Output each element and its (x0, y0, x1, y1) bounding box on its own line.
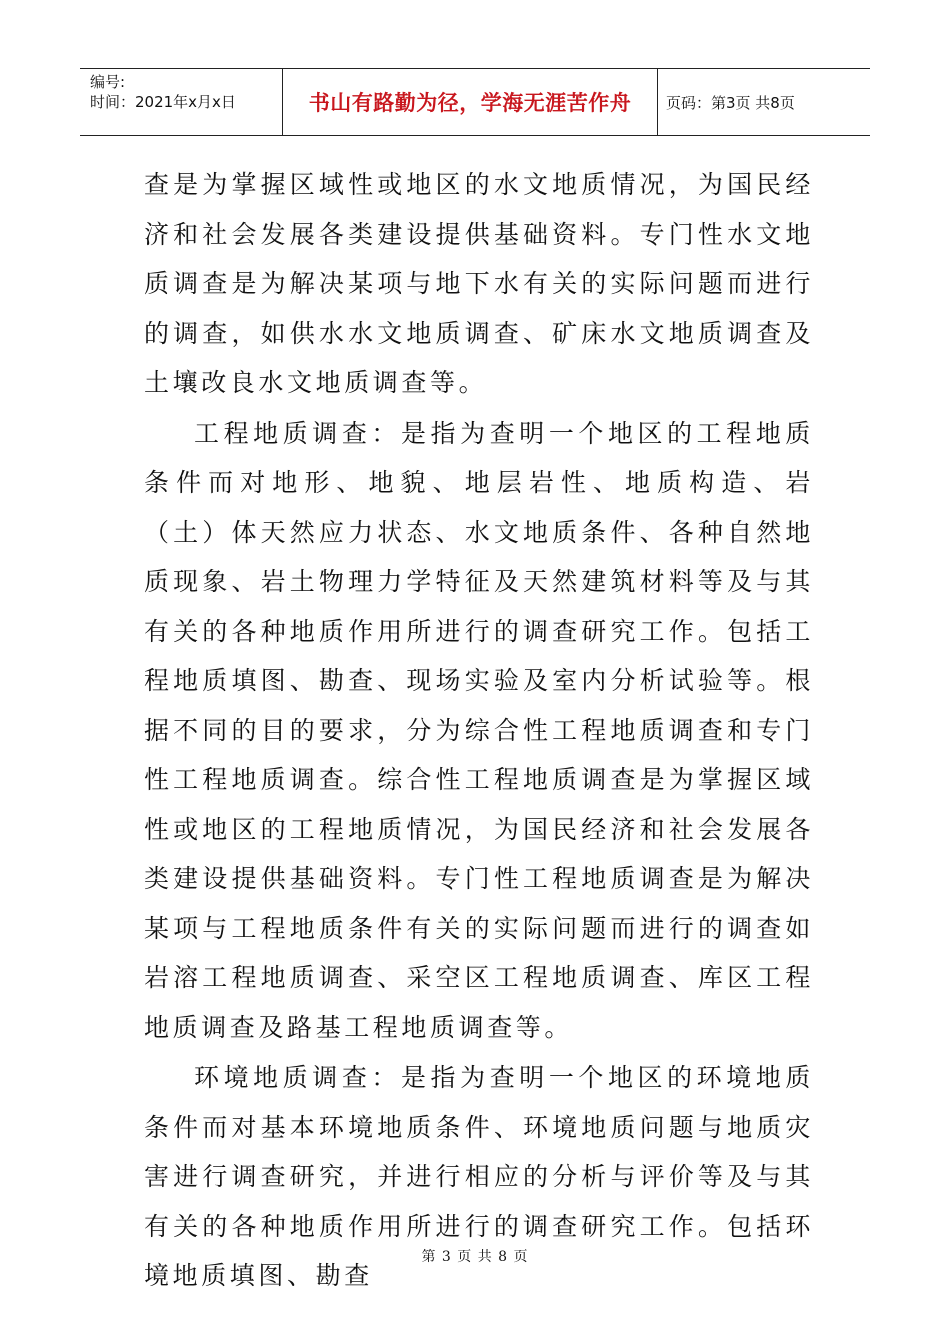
date-label: 时间：2021年x月x日 (90, 93, 236, 111)
document-body (144, 160, 814, 1301)
page-header (80, 68, 870, 136)
code-label: 编号: (90, 73, 126, 91)
paragraph-environmental-geology: 环境地质调查：是指为查明一个地区的环境地质条件而对基本环境地质条件、环境地质问题与地质灾害进行调查研究，并进行相应的分析与评价等及与其有关的各种地质作用所进行的调查研究工作。包括环境地质填图、勘查 (144, 1063, 814, 1290)
header-meta (80, 69, 283, 135)
header-page-info: 页码：第3页 共8页 (666, 93, 795, 112)
paragraph-engineering-geology: 工程地质调查：是指为查明一个地区的工程地质条件而对地形、地貌、地层岩性、地质构造、岩（土）体天然应力状态、水文地质条件、各种自然地质现象、岩土物理力学特征及天然建筑材料等及与其有关的各种地质作用所进行的调查研究工作。包括工程地质填图、勘查、现场实验及室内分析试验等。根据不同的目的要求，分为综合性工程地质调查和专门性工程地质调查。综合性工程地质调查是为掌握区域性或地区的工程地质情况，为国民经济和社会发展各类建设提供基础资料。专门性工程地质调查是为解决某项与工程地质条件有关的实际问题而进行的调查如岩溶工程地质调查、采空区工程地质调查、库区工程地质调查及路基工程地质调查等。 (144, 418, 814, 1042)
page-footer: 第 3 页 共 8 页 (421, 1249, 529, 1265)
paragraph-hydrogeology: 查是为掌握区域性或地区的水文地质情况，为国民经济和社会发展各类建设提供基础资料。专门性水文地质调查是为解决某项与地下水有关的实际问题而进行的调查，如供水水文地质调查、矿床水文地质调查及土壤改良水文地质调查等。 (144, 170, 814, 397)
header-motto: 书山有路勤为径，学海无涯苦作舟 (283, 69, 658, 135)
